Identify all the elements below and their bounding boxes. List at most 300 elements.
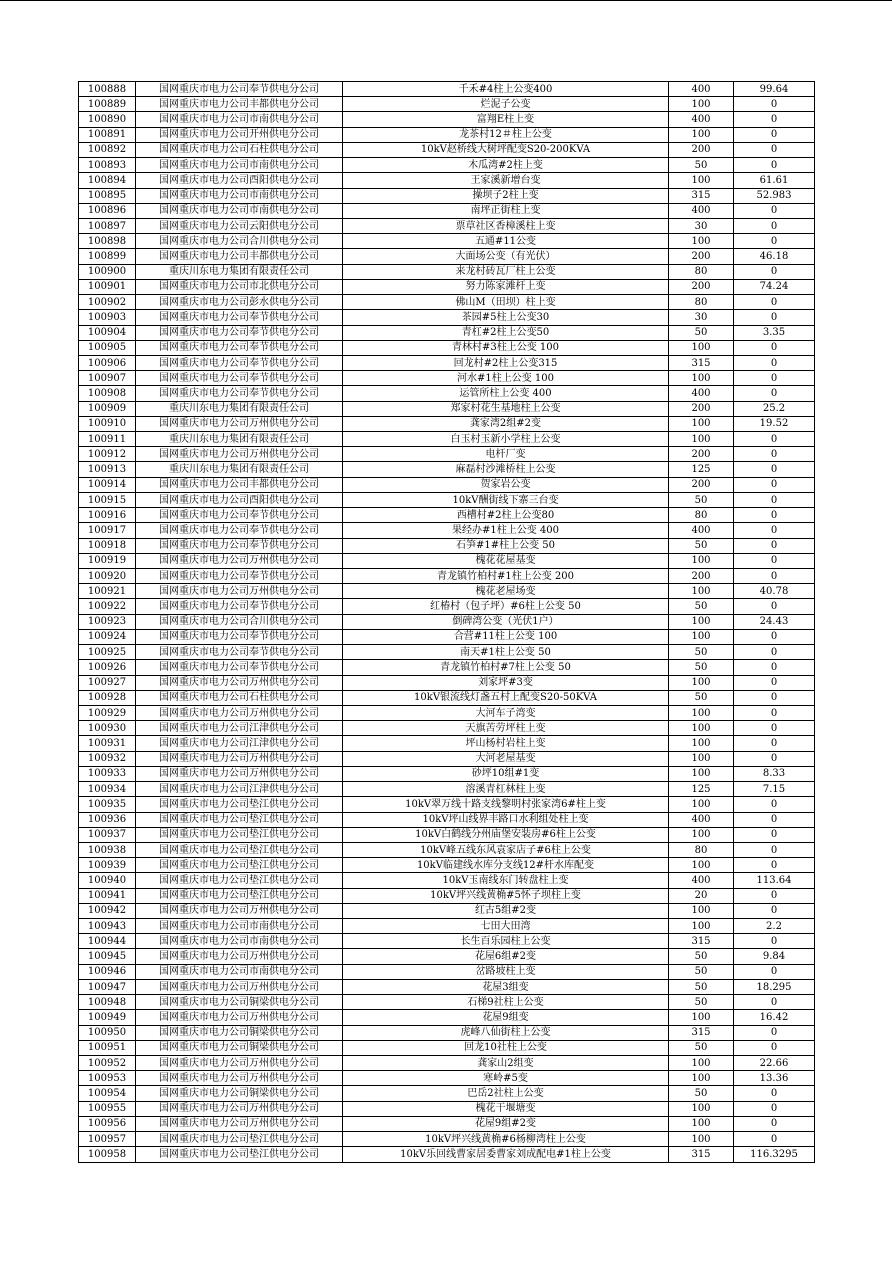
table-row: [79, 447, 815, 462]
table-row: [79, 142, 815, 157]
transformer-name-cell: 回龙村#2柱上公变315: [343, 355, 669, 370]
capacity-cell: 100: [669, 371, 734, 386]
value-cell: 46.18: [734, 249, 815, 264]
company-cell: 国网重庆市电力公司市南供电分公司: [136, 934, 343, 949]
transformer-name-cell: 槐花干堰塘变: [343, 1101, 669, 1116]
table-row: [79, 355, 815, 370]
company-cell: 国网重庆市电力公司万州供电分公司: [136, 949, 343, 964]
capacity-cell: 20: [669, 888, 734, 903]
table-row: [79, 82, 815, 97]
transformer-name-cell: 青林村#3柱上公变 100: [343, 340, 669, 355]
value-cell: 0: [734, 721, 815, 736]
company-cell: 国网重庆市电力公司万州供电分公司: [136, 447, 343, 462]
row-id-cell: 100902: [79, 295, 136, 310]
company-cell: 国网重庆市电力公司开州供电分公司: [136, 127, 343, 142]
value-cell: 0: [734, 203, 815, 218]
row-id-cell: 100924: [79, 629, 136, 644]
company-cell: 国网重庆市电力公司奉节供电分公司: [136, 660, 343, 675]
company-cell: 国网重庆市电力公司万州供电分公司: [136, 1071, 343, 1086]
capacity-cell: 100: [669, 1116, 734, 1131]
company-cell: 国网重庆市电力公司奉节供电分公司: [136, 569, 343, 584]
company-cell: 国网重庆市电力公司铜梁供电分公司: [136, 995, 343, 1010]
table-row: [79, 812, 815, 827]
capacity-cell: 200: [669, 279, 734, 294]
company-cell: 国网重庆市电力公司万州供电分公司: [136, 903, 343, 918]
transformer-name-cell: 南天#1柱上公变 50: [343, 645, 669, 660]
transformer-name-cell: 富翔E柱上变: [343, 112, 669, 127]
table-row: [79, 249, 815, 264]
row-id-cell: 100906: [79, 355, 136, 370]
transformer-name-cell: 寒岭#5变: [343, 1071, 669, 1086]
value-cell: 0: [734, 523, 815, 538]
table-body: [79, 82, 815, 1163]
table-row: [79, 690, 815, 705]
transformer-name-cell: 运管所柱上公变 400: [343, 386, 669, 401]
transformer-table: [78, 81, 815, 1163]
transformer-name-cell: 槐花花屋基变: [343, 553, 669, 568]
capacity-cell: 80: [669, 842, 734, 857]
value-cell: 0: [734, 888, 815, 903]
row-id-cell: 100954: [79, 1086, 136, 1101]
transformer-name-cell: 红古5组#2变: [343, 903, 669, 918]
value-cell: 0: [734, 1025, 815, 1040]
table-row: [79, 751, 815, 766]
company-cell: 国网重庆市电力公司万州供电分公司: [136, 705, 343, 720]
company-cell: 重庆川东电力集团有限责任公司: [136, 401, 343, 416]
table-row: [79, 1040, 815, 1055]
table-row: [79, 797, 815, 812]
row-id-cell: 100889: [79, 97, 136, 112]
transformer-name-cell: 10kV白鹤线分州庙堡安装房#6柱上公变: [343, 827, 669, 842]
company-cell: 国网重庆市电力公司酉阳供电分公司: [136, 173, 343, 188]
capacity-cell: 30: [669, 310, 734, 325]
row-id-cell: 100950: [79, 1025, 136, 1040]
table-row: [79, 964, 815, 979]
value-cell: 0: [734, 751, 815, 766]
table-row: [79, 523, 815, 538]
row-id-cell: 100944: [79, 934, 136, 949]
capacity-cell: 50: [669, 538, 734, 553]
company-cell: 国网重庆市电力公司垫江供电分公司: [136, 827, 343, 842]
row-id-cell: 100958: [79, 1147, 136, 1162]
capacity-cell: 50: [669, 599, 734, 614]
row-id-cell: 100930: [79, 721, 136, 736]
row-id-cell: 100945: [79, 949, 136, 964]
capacity-cell: 100: [669, 340, 734, 355]
table-row: [79, 979, 815, 994]
transformer-name-cell: 龙茶村12＃柱上公变: [343, 127, 669, 142]
capacity-cell: 100: [669, 234, 734, 249]
capacity-cell: 50: [669, 690, 734, 705]
transformer-name-cell: 大河老屋基变: [343, 751, 669, 766]
value-cell: 0: [734, 705, 815, 720]
table-row: [79, 1147, 815, 1162]
table-row: [79, 919, 815, 934]
company-cell: 国网重庆市电力公司奉节供电分公司: [136, 325, 343, 340]
table-row: [79, 492, 815, 507]
company-cell: 国网重庆市电力公司垫江供电分公司: [136, 873, 343, 888]
transformer-name-cell: 来龙村砖瓦厂柱上公变: [343, 264, 669, 279]
row-id-cell: 100955: [79, 1101, 136, 1116]
row-id-cell: 100921: [79, 584, 136, 599]
row-id-cell: 100903: [79, 310, 136, 325]
capacity-cell: 400: [669, 203, 734, 218]
capacity-cell: 100: [669, 1071, 734, 1086]
table-row: [79, 340, 815, 355]
capacity-cell: 100: [669, 1056, 734, 1071]
table-row: [79, 173, 815, 188]
table-row: [79, 432, 815, 447]
row-id-cell: 100888: [79, 82, 136, 97]
transformer-name-cell: 虎峰八仙街柱上公变: [343, 1025, 669, 1040]
value-cell: 0: [734, 142, 815, 157]
company-cell: 国网重庆市电力公司万州供电分公司: [136, 979, 343, 994]
table-row: [79, 416, 815, 431]
transformer-name-cell: 长生百乐园柱上公变: [343, 934, 669, 949]
value-cell: 116.3295: [734, 1147, 815, 1162]
table-row: [79, 264, 815, 279]
row-id-cell: 100933: [79, 766, 136, 781]
transformer-name-cell: 10kV峰五线东风袁家店子#6柱上公变: [343, 842, 669, 857]
row-id-cell: 100952: [79, 1056, 136, 1071]
row-id-cell: 100923: [79, 614, 136, 629]
value-cell: 0: [734, 645, 815, 660]
value-cell: 0: [734, 477, 815, 492]
value-cell: 0: [734, 629, 815, 644]
table-row: [79, 1132, 815, 1147]
row-id-cell: 100912: [79, 447, 136, 462]
company-cell: 国网重庆市电力公司江津供电分公司: [136, 782, 343, 797]
row-id-cell: 100920: [79, 569, 136, 584]
capacity-cell: 100: [669, 705, 734, 720]
capacity-cell: 100: [669, 584, 734, 599]
company-cell: 国网重庆市电力公司铜梁供电分公司: [136, 1086, 343, 1101]
company-cell: 国网重庆市电力公司奉节供电分公司: [136, 371, 343, 386]
row-id-cell: 100951: [79, 1040, 136, 1055]
company-cell: 国网重庆市电力公司奉节供电分公司: [136, 508, 343, 523]
row-id-cell: 100897: [79, 218, 136, 233]
row-id-cell: 100928: [79, 690, 136, 705]
value-cell: 0: [734, 310, 815, 325]
table-row: [79, 584, 815, 599]
transformer-name-cell: 王家溪新增台变: [343, 173, 669, 188]
capacity-cell: 100: [669, 432, 734, 447]
row-id-cell: 100907: [79, 371, 136, 386]
capacity-cell: 100: [669, 416, 734, 431]
company-cell: 国网重庆市电力公司市南供电分公司: [136, 964, 343, 979]
row-id-cell: 100922: [79, 599, 136, 614]
table-row: [79, 736, 815, 751]
company-cell: 国网重庆市电力公司垫江供电分公司: [136, 842, 343, 857]
table-row: [79, 705, 815, 720]
table-row: [79, 569, 815, 584]
capacity-cell: 100: [669, 97, 734, 112]
capacity-cell: 200: [669, 401, 734, 416]
company-cell: 国网重庆市电力公司垫江供电分公司: [136, 858, 343, 873]
table-row: [79, 477, 815, 492]
company-cell: 国网重庆市电力公司万州供电分公司: [136, 416, 343, 431]
row-id-cell: 100957: [79, 1132, 136, 1147]
transformer-name-cell: 七田大田湾: [343, 919, 669, 934]
value-cell: 0: [734, 964, 815, 979]
transformer-name-cell: 贺家岩公变: [343, 477, 669, 492]
capacity-cell: 80: [669, 295, 734, 310]
table-row: [79, 188, 815, 203]
row-id-cell: 100925: [79, 645, 136, 660]
value-cell: 2.2: [734, 919, 815, 934]
row-id-cell: 100901: [79, 279, 136, 294]
table-row: [79, 234, 815, 249]
company-cell: 国网重庆市电力公司万州供电分公司: [136, 766, 343, 781]
company-cell: 国网重庆市电力公司万州供电分公司: [136, 675, 343, 690]
value-cell: 0: [734, 569, 815, 584]
company-cell: 国网重庆市电力公司丰都供电分公司: [136, 249, 343, 264]
transformer-name-cell: 刘家坪#3变: [343, 675, 669, 690]
transformer-name-cell: 10kV坪山线界丰路口水利组处柱上变: [343, 812, 669, 827]
table-row: [79, 858, 815, 873]
capacity-cell: 100: [669, 736, 734, 751]
transformer-name-cell: 郑家村花生基地柱上公变: [343, 401, 669, 416]
row-id-cell: 100915: [79, 492, 136, 507]
table-row: [79, 508, 815, 523]
transformer-name-cell: 槐花老屋场变: [343, 584, 669, 599]
company-cell: 国网重庆市电力公司万州供电分公司: [136, 553, 343, 568]
value-cell: 3.35: [734, 325, 815, 340]
company-cell: 重庆川东电力集团有限责任公司: [136, 432, 343, 447]
value-cell: 52.983: [734, 188, 815, 203]
capacity-cell: 50: [669, 1040, 734, 1055]
value-cell: 113.64: [734, 873, 815, 888]
row-id-cell: 100911: [79, 432, 136, 447]
value-cell: 0: [734, 675, 815, 690]
capacity-cell: 200: [669, 569, 734, 584]
value-cell: 0: [734, 1040, 815, 1055]
company-cell: 国网重庆市电力公司奉节供电分公司: [136, 538, 343, 553]
company-cell: 重庆川东电力集团有限责任公司: [136, 264, 343, 279]
company-cell: 重庆川东电力集团有限责任公司: [136, 462, 343, 477]
transformer-name-cell: 10kV玉南线东门转盘柱上变: [343, 873, 669, 888]
value-cell: 0: [734, 432, 815, 447]
company-cell: 国网重庆市电力公司万州供电分公司: [136, 1101, 343, 1116]
capacity-cell: 200: [669, 477, 734, 492]
company-cell: 国网重庆市电力公司云阳供电分公司: [136, 218, 343, 233]
value-cell: 0: [734, 340, 815, 355]
transformer-name-cell: 麻磊村沙滩桥柱上公变: [343, 462, 669, 477]
transformer-name-cell: 10kV酬街线下寨三台变: [343, 492, 669, 507]
capacity-cell: 100: [669, 797, 734, 812]
capacity-cell: 50: [669, 158, 734, 173]
transformer-name-cell: 烂泥子公变: [343, 97, 669, 112]
row-id-cell: 100942: [79, 903, 136, 918]
row-id-cell: 100900: [79, 264, 136, 279]
capacity-cell: 400: [669, 386, 734, 401]
value-cell: 0: [734, 827, 815, 842]
transformer-name-cell: 龚家湾2组#2变: [343, 416, 669, 431]
company-cell: 国网重庆市电力公司万州供电分公司: [136, 751, 343, 766]
table-row: [79, 1025, 815, 1040]
row-id-cell: 100948: [79, 995, 136, 1010]
table-row: [79, 538, 815, 553]
company-cell: 国网重庆市电力公司市南供电分公司: [136, 112, 343, 127]
transformer-name-cell: 青杠#2柱上公变50: [343, 325, 669, 340]
transformer-name-cell: 河水#1柱上公变 100: [343, 371, 669, 386]
company-cell: 国网重庆市电力公司万州供电分公司: [136, 1116, 343, 1131]
value-cell: 0: [734, 158, 815, 173]
value-cell: 0: [734, 127, 815, 142]
transformer-name-cell: 五通#11公变: [343, 234, 669, 249]
value-cell: 0: [734, 1132, 815, 1147]
capacity-cell: 400: [669, 112, 734, 127]
capacity-cell: 50: [669, 1086, 734, 1101]
company-cell: 国网重庆市电力公司垫江供电分公司: [136, 1147, 343, 1162]
value-cell: 0: [734, 1116, 815, 1131]
table-row: [79, 1071, 815, 1086]
row-id-cell: 100927: [79, 675, 136, 690]
value-cell: 40.78: [734, 584, 815, 599]
value-cell: 0: [734, 690, 815, 705]
value-cell: 0: [734, 492, 815, 507]
value-cell: 0: [734, 355, 815, 370]
transformer-name-cell: 大河车子湾变: [343, 705, 669, 720]
transformer-name-cell: 石笋#1#柱上公变 50: [343, 538, 669, 553]
company-cell: 国网重庆市电力公司铜梁供电分公司: [136, 1025, 343, 1040]
row-id-cell: 100936: [79, 812, 136, 827]
table-row: [79, 112, 815, 127]
transformer-name-cell: 溶溪青杠林柱上变: [343, 782, 669, 797]
row-id-cell: 100891: [79, 127, 136, 142]
capacity-cell: 100: [669, 721, 734, 736]
capacity-cell: 50: [669, 964, 734, 979]
value-cell: 0: [734, 264, 815, 279]
value-cell: 0: [734, 538, 815, 553]
value-cell: 0: [734, 462, 815, 477]
value-cell: 0: [734, 736, 815, 751]
transformer-name-cell: 10kV坪兴线黄桷#6杨柳湾柱上公变: [343, 1132, 669, 1147]
company-cell: 国网重庆市电力公司万州供电分公司: [136, 1010, 343, 1025]
company-cell: 国网重庆市电力公司市北供电分公司: [136, 279, 343, 294]
transformer-name-cell: 红椿村（包子坪）#6柱上公变 50: [343, 599, 669, 614]
table-row: [79, 782, 815, 797]
table-row: [79, 1116, 815, 1131]
transformer-name-cell: 回龙10社柱上公变: [343, 1040, 669, 1055]
value-cell: 16.42: [734, 1010, 815, 1025]
capacity-cell: 100: [669, 173, 734, 188]
value-cell: 9.84: [734, 949, 815, 964]
value-cell: 0: [734, 660, 815, 675]
capacity-cell: 100: [669, 903, 734, 918]
capacity-cell: 80: [669, 264, 734, 279]
table-row: [79, 1010, 815, 1025]
value-cell: 24.43: [734, 614, 815, 629]
company-cell: 国网重庆市电力公司奉节供电分公司: [136, 629, 343, 644]
table-row: [79, 1086, 815, 1101]
capacity-cell: 100: [669, 675, 734, 690]
table-row: [79, 386, 815, 401]
row-id-cell: 100939: [79, 858, 136, 873]
table-row: [79, 279, 815, 294]
capacity-cell: 100: [669, 629, 734, 644]
transformer-name-cell: 茶园#5柱上公变30: [343, 310, 669, 325]
table-row: [79, 873, 815, 888]
transformer-name-cell: 10kV乐回线曹家居委曹家刘成配电#1柱上公变: [343, 1147, 669, 1162]
value-cell: 0: [734, 797, 815, 812]
transformer-name-cell: 砂坪10组#1变: [343, 766, 669, 781]
transformer-name-cell: 10kV坪兴线黄桷#5怀子坝柱上变: [343, 888, 669, 903]
row-id-cell: 100916: [79, 508, 136, 523]
row-id-cell: 100896: [79, 203, 136, 218]
value-cell: 0: [734, 812, 815, 827]
company-cell: 国网重庆市电力公司奉节供电分公司: [136, 82, 343, 97]
value-cell: 0: [734, 934, 815, 949]
capacity-cell: 100: [669, 614, 734, 629]
transformer-name-cell: 10kV临建线水库分支线12#杆水库配变: [343, 858, 669, 873]
capacity-cell: 100: [669, 827, 734, 842]
value-cell: 0: [734, 218, 815, 233]
table-row: [79, 158, 815, 173]
row-id-cell: 100894: [79, 173, 136, 188]
capacity-cell: 50: [669, 492, 734, 507]
company-cell: 国网重庆市电力公司彭水供电分公司: [136, 295, 343, 310]
table-row: [79, 888, 815, 903]
row-id-cell: 100913: [79, 462, 136, 477]
row-id-cell: 100899: [79, 249, 136, 264]
table-row: [79, 766, 815, 781]
capacity-cell: 100: [669, 1010, 734, 1025]
capacity-cell: 100: [669, 1101, 734, 1116]
row-id-cell: 100926: [79, 660, 136, 675]
capacity-cell: 100: [669, 553, 734, 568]
transformer-name-cell: 花屋3组变: [343, 979, 669, 994]
value-cell: 0: [734, 553, 815, 568]
table-row: [79, 218, 815, 233]
transformer-name-cell: 票草社区香樟溪柱上变: [343, 218, 669, 233]
company-cell: 国网重庆市电力公司垫江供电分公司: [136, 797, 343, 812]
capacity-cell: 50: [669, 949, 734, 964]
table-row: [79, 629, 815, 644]
row-id-cell: 100940: [79, 873, 136, 888]
value-cell: 18.295: [734, 979, 815, 994]
capacity-cell: 100: [669, 127, 734, 142]
company-cell: 国网重庆市电力公司江津供电分公司: [136, 736, 343, 751]
company-cell: 国网重庆市电力公司市南供电分公司: [136, 188, 343, 203]
table-row: [79, 903, 815, 918]
capacity-cell: 400: [669, 82, 734, 97]
row-id-cell: 100909: [79, 401, 136, 416]
table-row: [79, 1101, 815, 1116]
row-id-cell: 100890: [79, 112, 136, 127]
value-cell: 0: [734, 995, 815, 1010]
company-cell: 国网重庆市电力公司万州供电分公司: [136, 1056, 343, 1071]
transformer-name-cell: 大面场公变（有光伏）: [343, 249, 669, 264]
row-id-cell: 100908: [79, 386, 136, 401]
value-cell: 19.52: [734, 416, 815, 431]
transformer-name-cell: 10kV银流线灯盏五村上配变S20-50KVA: [343, 690, 669, 705]
row-id-cell: 100947: [79, 979, 136, 994]
table-row: [79, 949, 815, 964]
transformer-name-cell: 操坝子2柱上变: [343, 188, 669, 203]
transformer-name-cell: 10kV赵桥线大树坪配变S20-200KVA: [343, 142, 669, 157]
row-id-cell: 100929: [79, 705, 136, 720]
row-id-cell: 100931: [79, 736, 136, 751]
company-cell: 国网重庆市电力公司奉节供电分公司: [136, 599, 343, 614]
capacity-cell: 315: [669, 1147, 734, 1162]
company-cell: 国网重庆市电力公司万州供电分公司: [136, 584, 343, 599]
capacity-cell: 50: [669, 325, 734, 340]
transformer-name-cell: 白玉村玉新小学柱上公变: [343, 432, 669, 447]
row-id-cell: 100934: [79, 782, 136, 797]
table-row: [79, 310, 815, 325]
table-row: [79, 127, 815, 142]
